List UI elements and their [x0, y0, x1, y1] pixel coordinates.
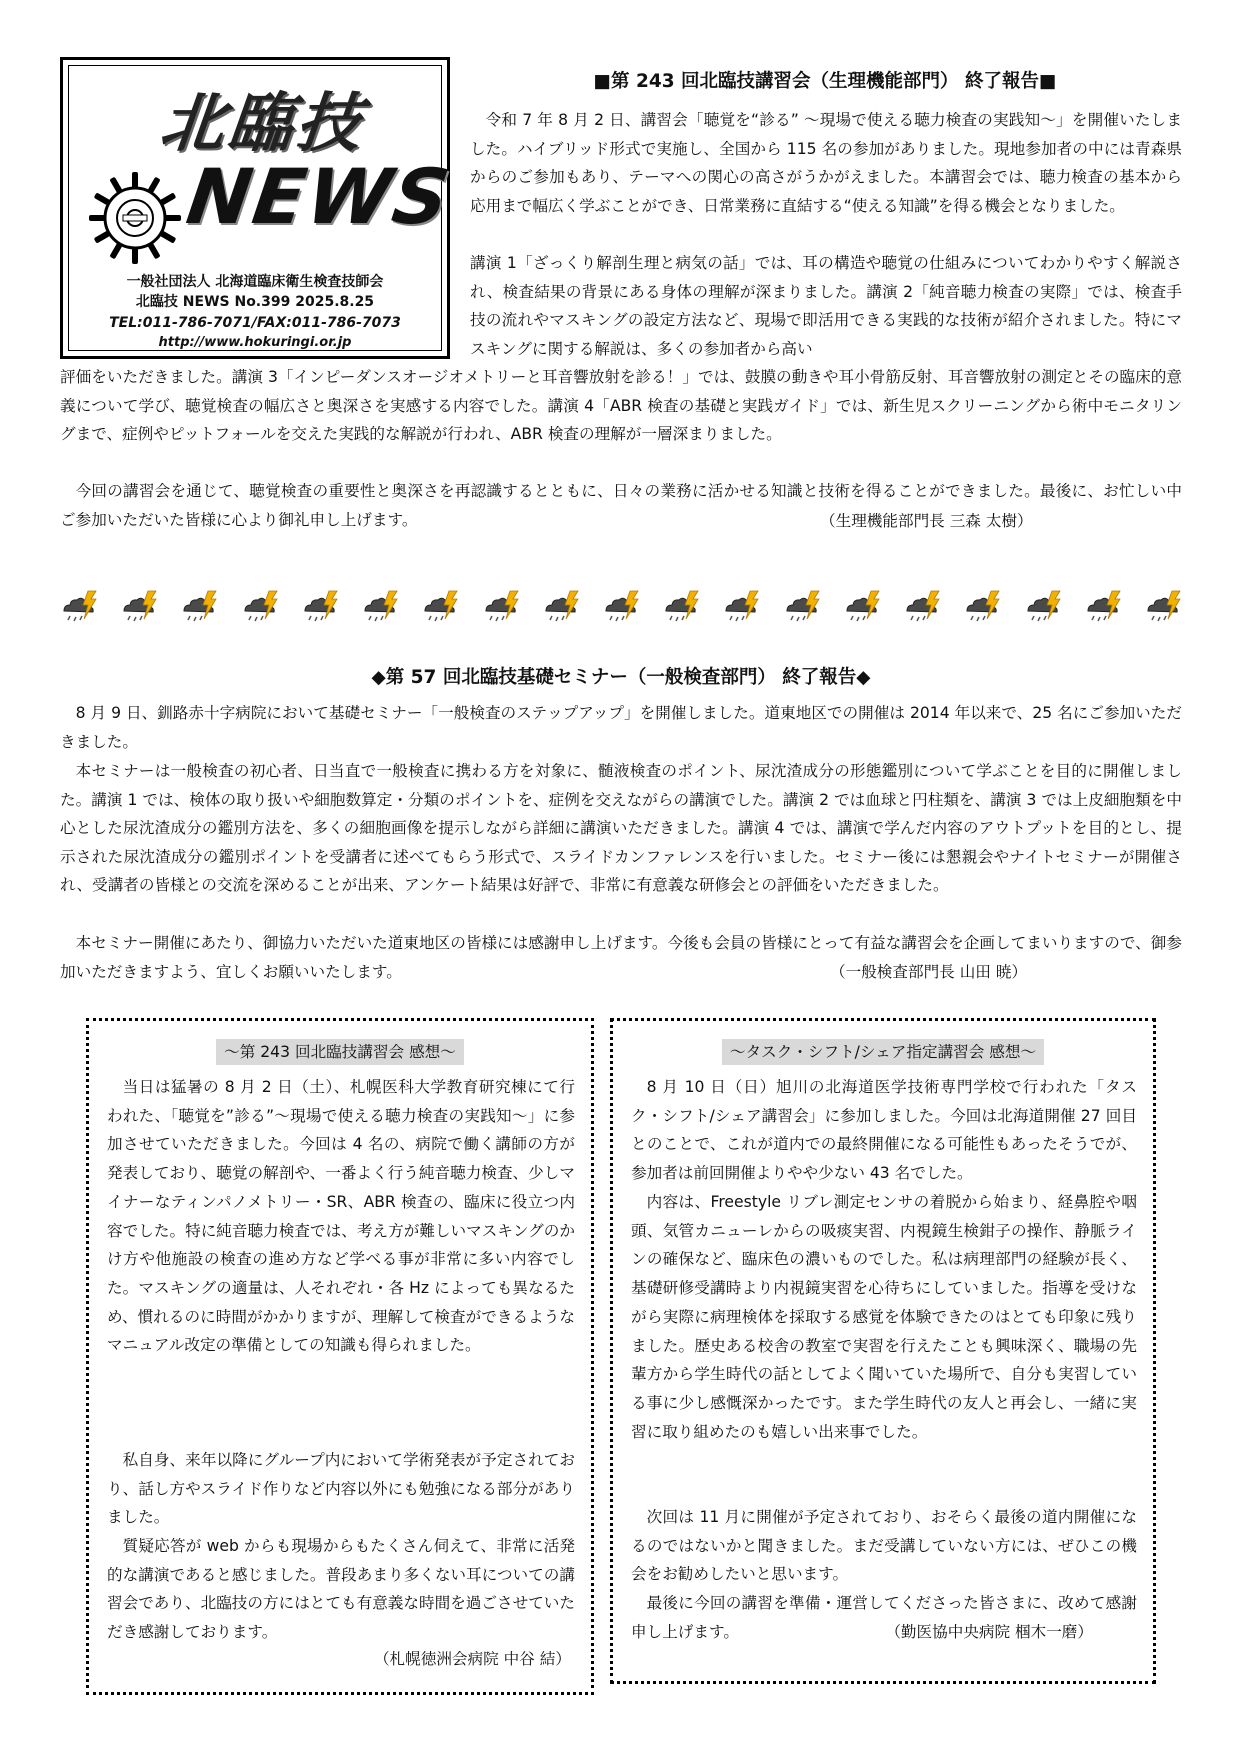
cloud-lightning-icon [604, 589, 640, 623]
cloud-lightning-icon [724, 589, 760, 623]
impression-right-paragraph-3: 次回は 11 月に開催が予定されており、おそらく最後の道内開催になるのではないかと聞きました。まだ受講していない方には、ぜひこの機会をお勧めしたいと思います。 [631, 1508, 1137, 1584]
article1-heading: ■第 243 回北臨技講習会（生理機能部門） 終了報告■ [593, 71, 1057, 92]
cloud-lightning-icon [845, 589, 881, 623]
article2-heading: ◆第 57 回北臨技基礎セミナー（一般検査部門） 終了報告◆ [371, 667, 871, 688]
impression-right-paragraph-2: 内容は、Freestyle リブレ測定センサの着脱から始まり、経鼻腔や咽頭、気管カニューレからの吸痰実習、内視鏡生検鉗子の操作、静脈ラインの確保など、臨床色の濃いものでした。私は病理部門の経験が長く、基礎研修受講時より内視鏡実習を心待ちにしていました。指導を受けながら実際に病理検体を採取する感覚を体験できたのはとても印象に残りました。歴史ある校舎の教室で実習を行えたことも興味深く、職場の先輩方から学生時代の話としてよく聞いていた場所で、自分も実習している事に少し感慨深かったです。また学生時代の友人と再会し、一緒に実習に取り組めたのも嬉しい出来事でした。 [631, 1193, 1137, 1441]
impression-right-signature: （勤医協中央病院 椢木一磨） [885, 1623, 1093, 1641]
cloud-lightning-icon [182, 589, 218, 623]
cloud-lightning-icon [303, 589, 339, 623]
newsletter-masthead [60, 57, 457, 359]
article2-paragraph-3: 本セミナー開催にあたり、御協力いただいた道東地区の皆様には感謝申し上げます。今後も会員の皆様にとって有益な講習会を企画してまいりますので、御参加いただきますよう、宜しくお願いいたします。 [60, 934, 1182, 981]
article1-paragraph-2a: 講演 1「ざっくり解剖生理と病気の話」では、耳の構造や聴覚の仕組みについてわかりやすく解説され、検査結果の背景にある身体の理解が深まりました。講演 2「純音聴力検査の実際」では、検査手技の流れやマスキングの設定方法など、現場で即活用できる実践的な技術が紹介されました。特にマスキングに関する解説は、多くの参加者から高い [470, 254, 1182, 358]
article1-paragraph-2b: 評価をいただきました。講演 3「インピーダンスオージオメトリーと耳音響放射を診る！」では、鼓膜の動きや耳小骨筋反射、耳音響放射の測定とその臨床的意義について学び、聴覚検査の幅広さと奥深さを実感する内容でした。講演 4「ABR 検査の基礎と実践ガイド」では、新生児スクリーニングから術中モニタリングまで、症例やピットフォールを交えた実践的な解説が行われ、ABR 検査の理解が一層深まりました。 [60, 368, 1182, 444]
cloud-lightning-icon [664, 589, 700, 623]
masthead-issue: 北臨技 NEWS No.399 2025.8.25 [135, 294, 375, 310]
masthead-contact: TEL:011-786-7071/FAX:011-786-7073 [109, 315, 401, 331]
cloud-lightning-icon [62, 589, 98, 623]
impression-left-paragraph-3: 質疑応答が web からも現場からもたくさん伺えて、非常に活発的な講演であると感じました。普段あまり多くない耳についての講習会であり、北臨技の方にはとても有意義な時間を過ごさせていただき感謝しております。 [107, 1537, 575, 1642]
association-emblem-icon [85, 168, 185, 268]
cloud-lightning-icon [1026, 589, 1062, 623]
article2-paragraph-1: 8 月 9 日、釧路赤十字病院において基礎セミナー「一般検査のステップアップ」を開催しました。道東地区での開催は 2014 年以来で、25 名にご参加いただきました。 [60, 704, 1182, 751]
impression-left-signature: （札幌徳洲会病院 中谷 結） [373, 1650, 571, 1668]
masthead-title-news: NEWS [181, 152, 457, 241]
article1-paragraph-1: 令和 7 年 8 月 2 日、講習会「聴覚を“診る” ～現場で使える聴力検査の実践知～」を開催いたしました。ハイブリッド形式で実施し、全国から 115 名の参加がありました。現地参加者の中には青森県からのご参加もあり、テーマへの関心の高さがうかがえました。本講習会では、聴力検査の基本から応用まで幅広く学ぶことができ、日常業務に直結する“使える知識”を得る機会となりました。 [470, 111, 1182, 215]
masthead-organization: 一般社団法人 北海道臨床衛生検査技師会 [126, 274, 384, 290]
cloud-lightning-icon [243, 589, 279, 623]
impression-right-paragraph-1: 8 月 10 日（日）旭川の北海道医学技術専門学校で行われた「タスク・シフト/シェア講習会」に参加しました。今回は北海道開催 27 回目とのことで、これが道内での最終開催になる可能性もあったそうでが、参加者は前回開催よりやや少ない 43 名でした。 [631, 1078, 1137, 1183]
impression-right-title: ～タスク・シフト/シェア指定講習会 感想～ [613, 1039, 1153, 1065]
cloud-lightning-icon [1086, 589, 1122, 623]
article2-signature: （一般検査部門長 山田 暁） [830, 963, 1028, 981]
impression-left-title: ～第 243 回北臨技講習会 感想～ [89, 1039, 591, 1065]
cloud-lightning-icon [965, 589, 1001, 623]
cloud-lightning-icon [785, 589, 821, 623]
impression-left-paragraph-1: 当日は猛暑の 8 月 2 日（土）、札幌医科大学教育研究棟にて行われた、「聴覚を”診る”～現場で使える聴力検査の実践知～」に参加させていただきました。今回は 4 名の、病院で働く講師の方が発表しており、聴覚の解剖や、一番よく行う純音聴力検査、少しマイナーなティンパノメトリー・SR、ABR 検査の、臨床に役立つ内容でした。特に純音聴力検査では、考え方が難しいマスキングのかけ方や他施設の検査の進め方など学べる事が非常に多い内容でした。マスキングの適量は、人それぞれ・各 Hz によっても異なるため、慣れるのに時間がかかりますが、理解して検査ができるようなマニュアル改定の準備としての知識も得られました。 [107, 1078, 575, 1355]
impression-box-right [610, 1018, 1156, 1684]
masthead-title-jp: 北臨技 [156, 87, 369, 161]
cloud-lightning-icon [484, 589, 520, 623]
article1-paragraph-3: 今回の講習会を通じて、聴覚検査の重要性と奥深さを再認識するとともに、日々の業務に活かせる知識と技術を得ることができました。最後に、お忙しい中ご参加いただいた皆様に心より御礼申し上げます。 [60, 482, 1182, 529]
cloud-lightning-icon [905, 589, 941, 623]
cloud-lightning-icon [122, 589, 158, 623]
cloud-lightning-icon [423, 589, 459, 623]
impression-box-left [86, 1018, 594, 1695]
masthead-url[interactable]: http://www.hokuringi.or.jp [158, 335, 352, 350]
cloud-lightning-icon [544, 589, 580, 623]
cloud-lightning-icon [363, 589, 399, 623]
cloud-lightning-icon [1146, 589, 1182, 623]
article1-signature: （生理機能部門長 三森 太樹） [820, 512, 1033, 530]
article2-paragraph-2: 本セミナーは一般検査の初心者、日当直で一般検査に携わる方を対象に、髄液検査のポイント、尿沈渣成分の形態鑑別について学ぶことを目的に開催しました。講演 1 では、検体の取り扱いや細胞数算定・分類のポイントを、症例を交えながらの講演でした。講演 2 では血球と円柱類を、講演 3 では上皮細胞類を中心とした尿沈渣成分の鑑別方法を、多くの細胞画像を提示しながら詳細に講演いただきました。講演 4 では、講演で学んだ内容のアウトプットを目的とし、提示された尿沈渣成分の鑑別ポイントを受講者に述べてもらう形式で、スライドカンファレンスを行いました。セミナー後には懇親会やナイトセミナーが開催され、受講者の皆様との交流を深めることが出来、アンケート結果は好評で、非常に有意義な研修会との評価をいただきました。 [60, 762, 1182, 895]
weather-divider [62, 586, 1182, 626]
impression-left-paragraph-2: 私自身、来年以降にグループ内において学術発表が予定されており、話し方やスライド作りなど内容以外にも勉強になる部分がありました。 [107, 1451, 575, 1527]
impression-right-paragraph-4: 最後に今回の講習を準備・運営してくださった皆さまに、改めて感謝申し上げます。 [631, 1594, 1137, 1641]
